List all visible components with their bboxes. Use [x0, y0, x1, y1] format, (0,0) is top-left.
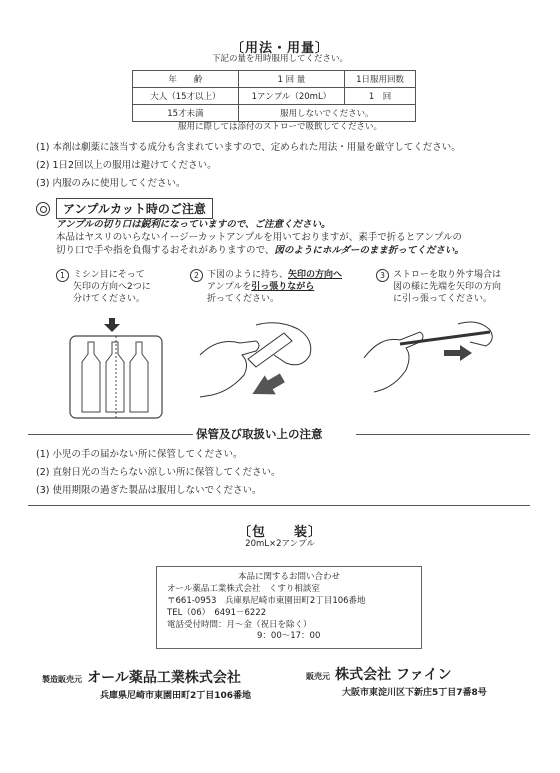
divider	[356, 434, 530, 435]
manufacturer-label: 製造販売元	[42, 675, 82, 684]
manufacturer-name: オール薬品工業株式会社	[87, 670, 241, 686]
step-3	[376, 269, 536, 305]
table-cell: 1アンプル（20mL）	[238, 88, 344, 105]
contact-title: 本品に関するお問い合わせ	[237, 572, 340, 582]
contact-tel: TEL（06） 6491－6222	[167, 607, 267, 618]
step-line-pre: アンプルを	[207, 282, 252, 293]
seller-name: 株式会社 ファイン	[335, 667, 452, 683]
arrow-right-icon	[444, 345, 472, 361]
table-header: 年 齢	[133, 71, 239, 88]
note-item: (3) 内服のみに使用してください。	[36, 178, 186, 189]
ampoule-heading: アンプルカット時のご注意	[56, 198, 213, 219]
usage-subtitle: 下記の量を用時服用してください。	[211, 54, 348, 64]
storage-item: (3) 使用期限の過ぎた製品は服用しないでください。	[36, 485, 262, 496]
ampoule-body-2-em: 図のようにホルダーのまま折ってください。	[274, 244, 464, 256]
step-line	[207, 281, 342, 293]
step-line: 図の様に先端を矢印の方向	[393, 282, 502, 293]
notes-list	[36, 139, 536, 193]
storage-list	[36, 446, 536, 500]
step-1	[56, 269, 186, 305]
double-circle-icon	[36, 202, 50, 216]
table-header: 1日服用回数	[345, 71, 416, 88]
arrow-icon	[247, 368, 287, 404]
table-row	[133, 71, 416, 88]
step-line: ミシン目にそって	[73, 270, 145, 280]
seller-label: 販売元	[306, 672, 330, 681]
step-line-pre: 下図のように持ち、	[207, 270, 289, 280]
arrow-down-icon	[104, 318, 120, 332]
package-title: 〔包 装〕	[237, 525, 322, 540]
ampoule-body-2-pre: 切り口で手や指を負傷するおそれがありますので、	[56, 244, 275, 256]
step-2	[190, 269, 370, 305]
ampoule-body-1: 本品はヤスリのいらないイージーカットアンプルを用いておりますが、素手で折るとアンプルの	[56, 231, 463, 243]
package-content: 20mL×2アンプル	[245, 539, 315, 549]
seller-block	[306, 664, 452, 684]
ampoule-warning: アンプルの切り口は鋭利になっていますので、ご注意ください。	[56, 219, 331, 230]
contact-address: 〒661-0953 兵庫県尼崎市東園田町2丁目106番地	[167, 595, 366, 606]
step-line: 矢印の方向へ2つに	[73, 282, 151, 293]
manufacturer-block	[42, 667, 241, 687]
step-line-em: 引っ張りながら	[251, 282, 315, 293]
step-number: 1	[56, 269, 69, 282]
table-row	[133, 88, 416, 105]
step-line-em: 矢印の方向へ	[288, 270, 343, 280]
divider	[28, 505, 530, 506]
table-cell: 大人（15才以上）	[133, 88, 239, 105]
step-number: 2	[190, 269, 203, 282]
step-line	[207, 269, 342, 281]
table-cell: 服用しないでください。	[238, 105, 415, 122]
table-cell: 1 回	[345, 88, 416, 105]
storage-item: (2) 直射日光の当たらない涼しい所に保管してください。	[36, 467, 281, 478]
contact-box	[156, 566, 422, 649]
step-line: 分けてください。	[73, 294, 146, 305]
divider	[28, 434, 193, 435]
contact-company: オール薬品工業株式会社 くすり相談室	[167, 583, 320, 594]
step-number: 3	[376, 269, 389, 282]
table-cell: 15才未満	[133, 105, 239, 122]
ampoule-text	[56, 219, 526, 257]
straw-pulling-illustration	[360, 318, 510, 408]
contact-hours: 9：00～17：00	[257, 631, 321, 642]
step-line: ストローを取り外す場合は	[393, 270, 502, 280]
seller-address: 大阪市東淀川区下新庄5丁目7番8号	[342, 688, 487, 698]
ampoule-body-2	[56, 245, 526, 258]
straw-note: 服用に際しては添付のストローで吸飲してください。	[177, 122, 382, 132]
ampoule-mark	[36, 201, 50, 220]
step-line: 折ってください。	[207, 294, 280, 305]
step-line: に引っ張ってください。	[393, 294, 493, 305]
table-header: 1 回 量	[238, 71, 344, 88]
table-row	[133, 105, 416, 122]
ampoule-pair-illustration	[62, 312, 172, 422]
storage-title: 保管及び取扱い上の注意	[196, 427, 323, 441]
contact-hours-label: 電話受付時間：月～金（祝日を除く）	[167, 619, 312, 630]
manufacturer-address: 兵庫県尼崎市東園田町2丁目106番地	[100, 691, 252, 701]
note-item: (2) 1日2回以上の服用は避けてください。	[36, 160, 217, 171]
storage-item: (1) 小児の手の届かない所に保管してください。	[36, 449, 243, 460]
note-item: (1) 本剤は劇薬に該当する成分も含まれていますので、定められた用法・用量を厳守してください。	[36, 142, 461, 153]
dosage-table	[132, 70, 416, 122]
usage-title: 〔用法・用量〕	[230, 41, 329, 56]
hands-breaking-illustration	[198, 315, 318, 415]
